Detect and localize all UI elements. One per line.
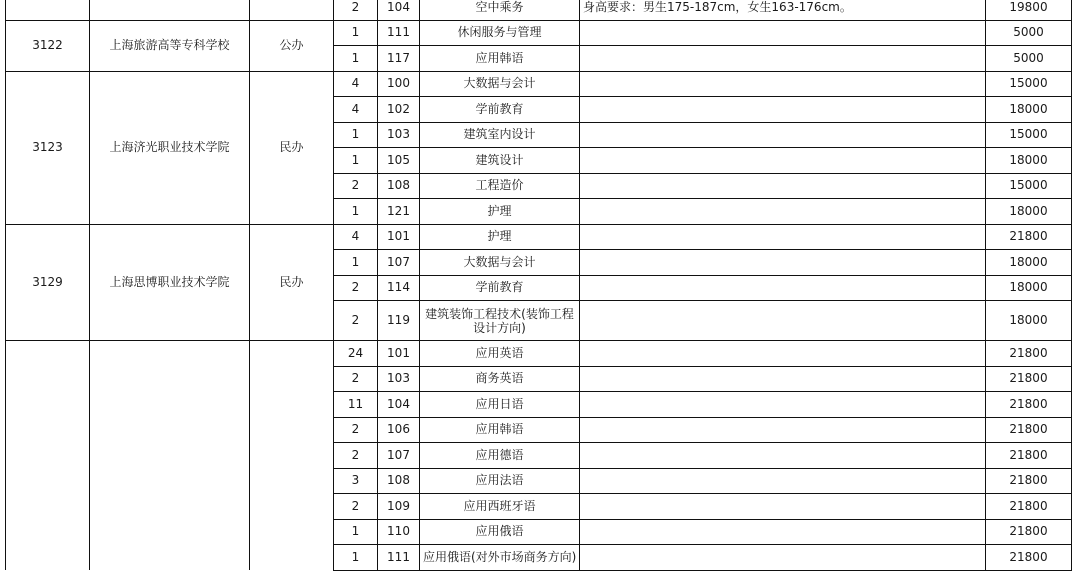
tuition-fee-cell: 21800: [986, 468, 1072, 494]
note-cell: [580, 494, 986, 520]
major-name-cell: 学前教育: [420, 97, 580, 123]
school-code-cell: 3123: [6, 71, 90, 224]
table-row: [6, 341, 1072, 367]
major-name-cell: 建筑装饰工程技术(装饰工程设计方向): [420, 301, 580, 341]
tuition-fee-cell: 19800: [986, 0, 1072, 20]
major-name-cell: 应用韩语: [420, 46, 580, 72]
major-name-cell: 建筑设计: [420, 148, 580, 174]
note-cell: [580, 250, 986, 276]
school-name-cell: 上海济光职业技术学院: [90, 71, 250, 224]
major-name-cell: 应用俄语(对外市场商务方向): [420, 545, 580, 571]
note-cell: [580, 46, 986, 72]
tuition-fee-cell: 21800: [986, 494, 1072, 520]
note-cell: [580, 341, 986, 367]
tuition-fee-cell: 18000: [986, 199, 1072, 225]
plan-count-cell: 4: [334, 97, 378, 123]
plan-count-cell: 1: [334, 199, 378, 225]
tuition-fee-cell: 15000: [986, 122, 1072, 148]
major-name-cell: 商务英语: [420, 366, 580, 392]
major-code-cell: 101: [378, 224, 420, 250]
major-code-cell: 107: [378, 250, 420, 276]
plan-count-cell: 2: [334, 275, 378, 301]
note-cell: [580, 71, 986, 97]
note-cell: [580, 20, 986, 46]
note-cell: [580, 545, 986, 571]
major-code-cell: 114: [378, 275, 420, 301]
major-name-cell: 应用韩语: [420, 417, 580, 443]
plan-count-cell: 1: [334, 20, 378, 46]
plan-count-cell: 2: [334, 494, 378, 520]
plan-count-cell: 2: [334, 173, 378, 199]
tuition-fee-cell: 18000: [986, 250, 1072, 276]
note-cell: [580, 122, 986, 148]
plan-count-cell: 1: [334, 122, 378, 148]
note-cell: [580, 97, 986, 123]
major-code-cell: 110: [378, 519, 420, 545]
major-code-cell: 117: [378, 46, 420, 72]
major-code-cell: 121: [378, 199, 420, 225]
note-cell: [580, 417, 986, 443]
major-code-cell: 101: [378, 341, 420, 367]
major-code-cell: 103: [378, 366, 420, 392]
major-code-cell: 111: [378, 20, 420, 46]
school-type-cell: 公办: [250, 20, 334, 71]
note-cell: [580, 392, 986, 418]
school-name-cell: [90, 341, 250, 571]
major-name-cell: 学前教育: [420, 275, 580, 301]
school-code-cell: 3129: [6, 224, 90, 341]
school-type-cell: [250, 0, 334, 20]
tuition-fee-cell: 5000: [986, 20, 1072, 46]
major-name-cell: 应用俄语: [420, 519, 580, 545]
plan-count-cell: 2: [334, 0, 378, 20]
plan-count-cell: 4: [334, 224, 378, 250]
tuition-fee-cell: 18000: [986, 97, 1072, 123]
note-cell: [580, 275, 986, 301]
school-name-cell: [90, 0, 250, 20]
tuition-fee-cell: 18000: [986, 301, 1072, 341]
note-cell: [580, 468, 986, 494]
plan-count-cell: 1: [334, 250, 378, 276]
tuition-fee-cell: 21800: [986, 366, 1072, 392]
plan-count-cell: 1: [334, 148, 378, 174]
note-cell: 身高要求：男生175-187cm，女生163-176cm。: [580, 0, 986, 20]
plan-count-cell: 1: [334, 545, 378, 571]
major-name-cell: 护理: [420, 224, 580, 250]
major-code-cell: 119: [378, 301, 420, 341]
plan-count-cell: 24: [334, 341, 378, 367]
major-name-cell: 应用日语: [420, 392, 580, 418]
major-name-cell: 空中乘务: [420, 0, 580, 20]
tuition-fee-cell: 15000: [986, 71, 1072, 97]
note-cell: [580, 301, 986, 341]
major-code-cell: 105: [378, 148, 420, 174]
major-code-cell: 107: [378, 443, 420, 469]
major-name-cell: 应用西班牙语: [420, 494, 580, 520]
tuition-fee-cell: 21800: [986, 417, 1072, 443]
table-row: [6, 71, 1072, 97]
table-row: [6, 20, 1072, 46]
major-code-cell: 108: [378, 173, 420, 199]
tuition-fee-cell: 21800: [986, 392, 1072, 418]
note-cell: [580, 173, 986, 199]
tuition-fee-cell: 15000: [986, 173, 1072, 199]
school-name-cell: 上海思博职业技术学院: [90, 224, 250, 341]
note-cell: [580, 148, 986, 174]
tuition-fee-cell: 21800: [986, 341, 1072, 367]
note-cell: [580, 366, 986, 392]
school-type-cell: [250, 341, 334, 571]
plan-count-cell: 2: [334, 443, 378, 469]
plan-count-cell: 2: [334, 417, 378, 443]
plan-count-cell: 2: [334, 301, 378, 341]
school-name-cell: 上海旅游高等专科学校: [90, 20, 250, 71]
plan-count-cell: 3: [334, 468, 378, 494]
tuition-fee-cell: 21800: [986, 545, 1072, 571]
major-code-cell: 111: [378, 545, 420, 571]
major-code-cell: 102: [378, 97, 420, 123]
table-body: [6, 0, 1072, 570]
note-cell: [580, 443, 986, 469]
tuition-fee-cell: 21800: [986, 519, 1072, 545]
major-name-cell: 大数据与会计: [420, 250, 580, 276]
tuition-fee-cell: 21800: [986, 224, 1072, 250]
table-row: [6, 0, 1072, 20]
school-type-cell: 民办: [250, 71, 334, 224]
plan-count-cell: 2: [334, 366, 378, 392]
school-code-cell: [6, 341, 90, 571]
enrollment-table: [5, 0, 1072, 571]
major-code-cell: 106: [378, 417, 420, 443]
major-name-cell: 应用英语: [420, 341, 580, 367]
plan-count-cell: 4: [334, 71, 378, 97]
note-cell: [580, 224, 986, 250]
major-code-cell: 109: [378, 494, 420, 520]
major-name-cell: 应用法语: [420, 468, 580, 494]
plan-count-cell: 1: [334, 46, 378, 72]
school-code-cell: 3122: [6, 20, 90, 71]
school-type-cell: 民办: [250, 224, 334, 341]
note-cell: [580, 199, 986, 225]
plan-count-cell: 11: [334, 392, 378, 418]
major-code-cell: 100: [378, 71, 420, 97]
major-name-cell: 大数据与会计: [420, 71, 580, 97]
major-code-cell: 108: [378, 468, 420, 494]
major-name-cell: 建筑室内设计: [420, 122, 580, 148]
major-code-cell: 103: [378, 122, 420, 148]
major-name-cell: 护理: [420, 199, 580, 225]
table-row: [6, 224, 1072, 250]
tuition-fee-cell: 21800: [986, 443, 1072, 469]
major-name-cell: 工程造价: [420, 173, 580, 199]
major-name-cell: 休闲服务与管理: [420, 20, 580, 46]
tuition-fee-cell: 18000: [986, 148, 1072, 174]
tuition-fee-cell: 18000: [986, 275, 1072, 301]
major-name-cell: 应用德语: [420, 443, 580, 469]
school-code-cell: [6, 0, 90, 20]
major-code-cell: 104: [378, 392, 420, 418]
plan-count-cell: 1: [334, 519, 378, 545]
note-cell: [580, 519, 986, 545]
major-code-cell: 104: [378, 0, 420, 20]
tuition-fee-cell: 5000: [986, 46, 1072, 72]
